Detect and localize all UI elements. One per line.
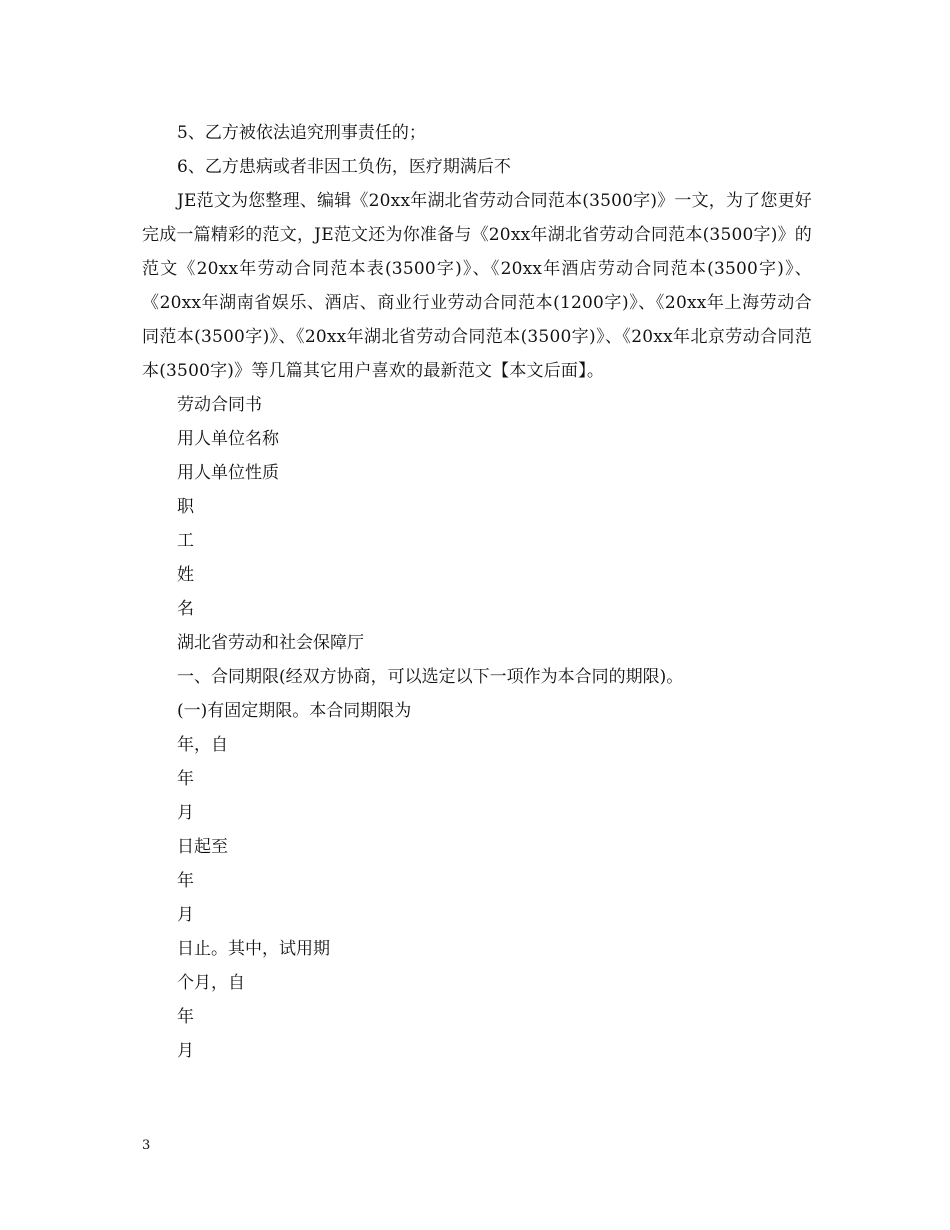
text-line: 用人单位名称 (177, 429, 279, 449)
text-line: 月 (177, 803, 194, 823)
text-line: 月 (177, 1041, 194, 1061)
text-line: 年 (177, 1007, 194, 1027)
text-line: (一)有固定期限。本合同期限为 (177, 701, 412, 721)
text-line: 姓 (177, 565, 194, 585)
text-line: 工 (177, 531, 194, 551)
text-line: 名 (177, 599, 194, 619)
document-body (142, 116, 812, 1068)
contract-title: 劳动合同书 (177, 395, 262, 415)
section-heading: 一、合同期限(经双方协商，可以选定以下一项作为本合同的期限)。 (177, 667, 684, 687)
text-line: 日起至 (177, 837, 228, 857)
text-line: 湖北省劳动和社会保障厅 (177, 633, 364, 653)
text-line: 5、乙方被依法追究刑事责任的； (177, 123, 426, 143)
text-line: 月 (177, 905, 194, 925)
text-line: 6、乙方患病或者非因工负伤，医疗期满后不 (177, 157, 511, 177)
text-line: 用人单位性质 (177, 463, 279, 483)
text-line: 年，自 (177, 735, 228, 755)
intro-paragraph: JE范文为您整理、编辑《20xx年湖北省劳动合同范本(3500字)》一文，为了您更好完成一篇精彩的范文，JE范文还为你准备与《20xx年湖北省劳动合同范本(3500字)》的范文《20xx年劳动合同范本表(3500字)》、《20xx年酒店劳动合同范本(3500字)》、《20xx年湖南省娱乐、酒店、商业行业劳动合同范本(1200字)》、《20xx年上海劳动合同范本(3500字)》、《20xx年湖北省劳动合同范本(3500字)》、《20xx年北京劳动合同范本(3500字)》等几篇其它用户喜欢的最新范文【本文后面】。 (142, 191, 812, 381)
page-number: 3 (142, 1138, 151, 1153)
text-line: 年 (177, 769, 194, 789)
text-line: 日止。其中，试用期 (177, 939, 330, 959)
text-line: 个月，自 (177, 973, 245, 993)
text-line: 职 (177, 497, 194, 517)
text-line: 年 (177, 871, 194, 891)
